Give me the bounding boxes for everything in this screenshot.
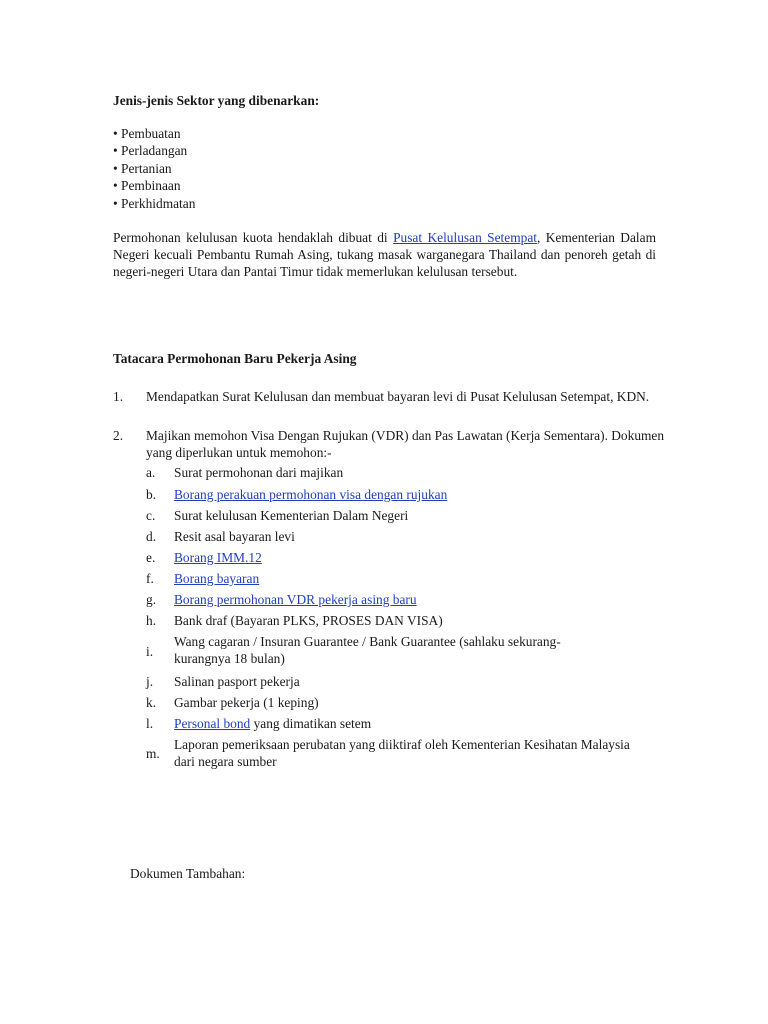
document-item <box>174 549 644 566</box>
document-item-letter: j. <box>146 674 154 689</box>
sector-item: • Pembuatan <box>113 126 181 141</box>
document-item-text: Gambar pekerja (1 keping) <box>174 695 319 710</box>
step-text: Mendapatkan Surat Kelulusan dan membuat bayaran levi di Pusat Kelulusan Setempat, KDN. <box>146 389 650 404</box>
document-item-letter: l. <box>146 716 154 731</box>
personal-bond-link[interactable]: Personal bond <box>174 716 251 731</box>
sector-item: • Pembinaan <box>113 178 181 194</box>
borang-bayaran-link[interactable]: Borang bayaran <box>174 571 260 586</box>
document-item-letter: i. <box>146 644 154 659</box>
sector-list <box>113 125 195 212</box>
document-item-letter: c. <box>146 508 156 523</box>
borang-vdr-link[interactable]: Borang permohonan VDR pekerja asing baru <box>174 592 417 607</box>
quota-text-after: , Kementerian Dalam Negeri kecuali Pembantu Rumah Asing, tukang masak warganegara Thailand dan penoreh getah di negeri-negeri Utara dan Pantai Timur tidak memerlukan kelulusan tersebut. <box>113 230 656 279</box>
document-item-text: Bank draf (Bayaran PLKS, PROSES DAN VISA) <box>174 613 443 628</box>
document-item-text: Salinan pasport pekerja <box>174 674 300 689</box>
document-item-letter: f. <box>146 571 154 586</box>
step-text: Majikan memohon Visa Dengan Rujukan (VDR) dan Pas Lawatan (Kerja Sementara). Dokumen yang diperlukan untuk memohon:- <box>146 428 665 460</box>
document-item-text: Wang cagaran / Insuran Guarantee / Bank Guarantee (sahlaku sekurang-kurangnya 18 bulan) <box>174 634 561 666</box>
sector-item: • Perladangan <box>113 143 188 159</box>
quota-text-before: Permohonan kelulusan kuota hendaklah dibuat di <box>113 230 394 245</box>
document-item <box>174 570 644 587</box>
sector-item: • Perkhidmatan <box>113 195 196 211</box>
borang-perakuan-link[interactable]: Borang perakuan permohonan visa dengan rujukan <box>174 487 448 502</box>
document-item <box>174 591 644 608</box>
document-item-text: Surat permohonan dari majikan <box>174 465 344 480</box>
document-item-letter: k. <box>146 695 157 710</box>
sectors-heading: Jenis-jenis Sektor yang dibenarkan: <box>113 93 320 108</box>
pusat-kelulusan-link[interactable]: Pusat Kelulusan Setempat <box>393 230 537 245</box>
document-item-letter: e. <box>146 550 156 565</box>
sector-item: • Pertanian <box>113 160 172 176</box>
step-number: 1. <box>113 389 124 404</box>
document-item-text: Resit asal bayaran levi <box>174 529 295 544</box>
step-number: 2. <box>113 428 124 443</box>
document-item-text: Laporan pemeriksaan perubatan yang diiktiraf oleh Kementerian Kesihatan Malaysia dari negara sumber <box>174 737 630 769</box>
document-item <box>174 486 644 503</box>
document-item-letter: b. <box>146 487 157 502</box>
quota-paragraph <box>113 229 656 280</box>
document-item-letter: a. <box>146 465 156 480</box>
additional-documents-label: Dokumen Tambahan: <box>130 866 246 881</box>
document-item-letter: g. <box>146 592 157 607</box>
document-item-letter: m. <box>146 746 160 761</box>
document-item-letter: h. <box>146 613 157 628</box>
document-item <box>174 715 644 732</box>
procedure-heading: Tatacara Permohonan Baru Pekerja Asing <box>113 351 357 366</box>
personal-bond-suffix: yang dimatikan setem <box>250 716 372 731</box>
document-item-text: Surat kelulusan Kementerian Dalam Negeri <box>174 508 409 523</box>
document-item-letter: d. <box>146 529 157 544</box>
borang-imm12-link[interactable]: Borang IMM.12 <box>174 550 262 565</box>
